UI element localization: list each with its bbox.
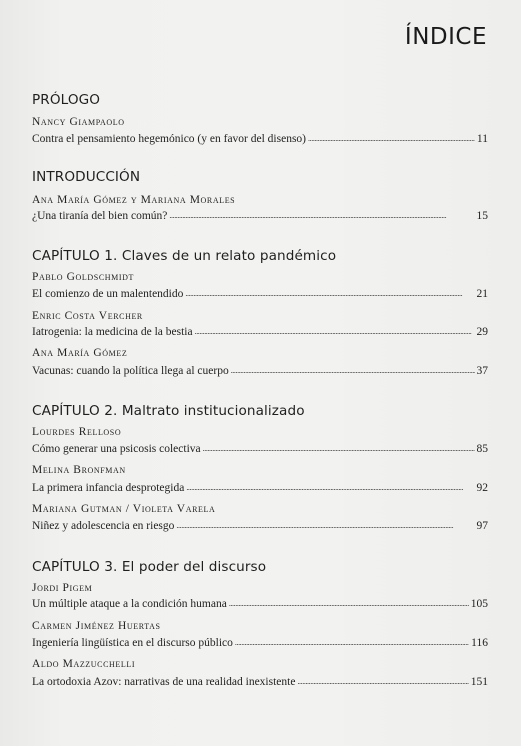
entry-page-number: 151 — [470, 676, 488, 688]
entry-author: Jordi Pigem — [32, 582, 93, 594]
entry-page-number: 85 — [476, 443, 488, 455]
section-heading: INTRODUCCIÓN — [32, 169, 141, 185]
entry-title: La ortodoxia Azov: narrativas de una realidad inexistente — [32, 676, 296, 688]
entry-title: Vacunas: cuando la política llega al cuerpo — [32, 365, 229, 377]
entry-page-number: 97 — [476, 520, 488, 532]
entry-page-number: 37 — [476, 365, 488, 377]
entry-title: Niñez y adolescencia en riesgo — [32, 520, 175, 532]
entry-page-number: 92 — [476, 482, 488, 494]
dot-leader — [231, 366, 475, 379]
entry-author: Ana María Gómez — [32, 347, 128, 359]
dot-leader — [308, 134, 475, 147]
entry-page-number: 116 — [471, 637, 488, 649]
toc-entry[interactable] — [32, 637, 488, 652]
entry-title: Iatrogenia: la medicina de la bestia — [32, 326, 193, 338]
entry-author: Mariana Gutman / Violeta Varela — [32, 503, 216, 515]
toc-entry[interactable] — [32, 676, 488, 691]
section-heading: CAPÍTULO 3. El poder del discurso — [32, 559, 267, 575]
entry-author: Nancy Giampaolo — [32, 116, 125, 128]
toc-entry[interactable] — [32, 598, 488, 613]
dot-leader — [229, 599, 469, 612]
entry-author: Carmen Jiménez Huertas — [32, 620, 161, 632]
dot-leader — [203, 444, 475, 457]
toc-entry[interactable] — [32, 133, 488, 148]
entry-title: ¿Una tiranía del bien común? — [32, 210, 168, 222]
entry-page-number: 29 — [476, 326, 488, 338]
dot-leader — [186, 483, 474, 496]
toc-entry[interactable] — [32, 365, 488, 380]
entry-title: Contra el pensamiento hegemónico (y en favor del disenso) — [32, 133, 307, 145]
section-heading: CAPÍTULO 1. Claves de un relato pandémico — [32, 248, 337, 264]
entry-title: La primera infancia desprotegida — [32, 482, 185, 494]
toc-entry[interactable] — [32, 326, 488, 341]
entry-author: Aldo Mazzucchelli — [32, 658, 136, 670]
entry-title: El comienzo de un malentendido — [32, 288, 184, 300]
entry-author: Pablo Goldschmidt — [32, 271, 134, 283]
page-title: ÍNDICE — [404, 24, 487, 50]
dot-leader — [297, 677, 468, 690]
dot-leader — [195, 327, 475, 340]
dot-leader — [169, 211, 474, 224]
entry-page-number: 21 — [476, 288, 488, 300]
section-heading: CAPÍTULO 2. Maltrato institucionalizado — [32, 403, 305, 419]
toc-entry[interactable] — [32, 210, 488, 225]
toc-entry[interactable] — [32, 443, 488, 458]
section-heading: PRÓLOGO — [32, 92, 101, 108]
entry-author: Lourdes Relloso — [32, 426, 122, 438]
entry-page-number: 15 — [476, 210, 488, 222]
entry-page-number: 105 — [470, 598, 488, 610]
entry-title: Cómo generar una psicosis colectiva — [32, 443, 201, 455]
entry-title: Un múltiple ataque a la condición humana — [32, 598, 227, 610]
dot-leader — [176, 521, 474, 534]
dot-leader — [235, 638, 469, 651]
entry-author: Enric Costa Vercher — [32, 310, 143, 322]
toc-entry[interactable] — [32, 288, 488, 303]
entry-author: Ana María Gómez y Mariana Morales — [32, 194, 236, 206]
entry-title: Ingeniería lingüística en el discurso público — [32, 637, 233, 649]
entry-author: Melina Bronfman — [32, 464, 126, 476]
toc-entry[interactable] — [32, 520, 488, 535]
toc-entry[interactable] — [32, 482, 488, 497]
dot-leader — [185, 289, 474, 302]
entry-page-number: 11 — [476, 133, 488, 145]
